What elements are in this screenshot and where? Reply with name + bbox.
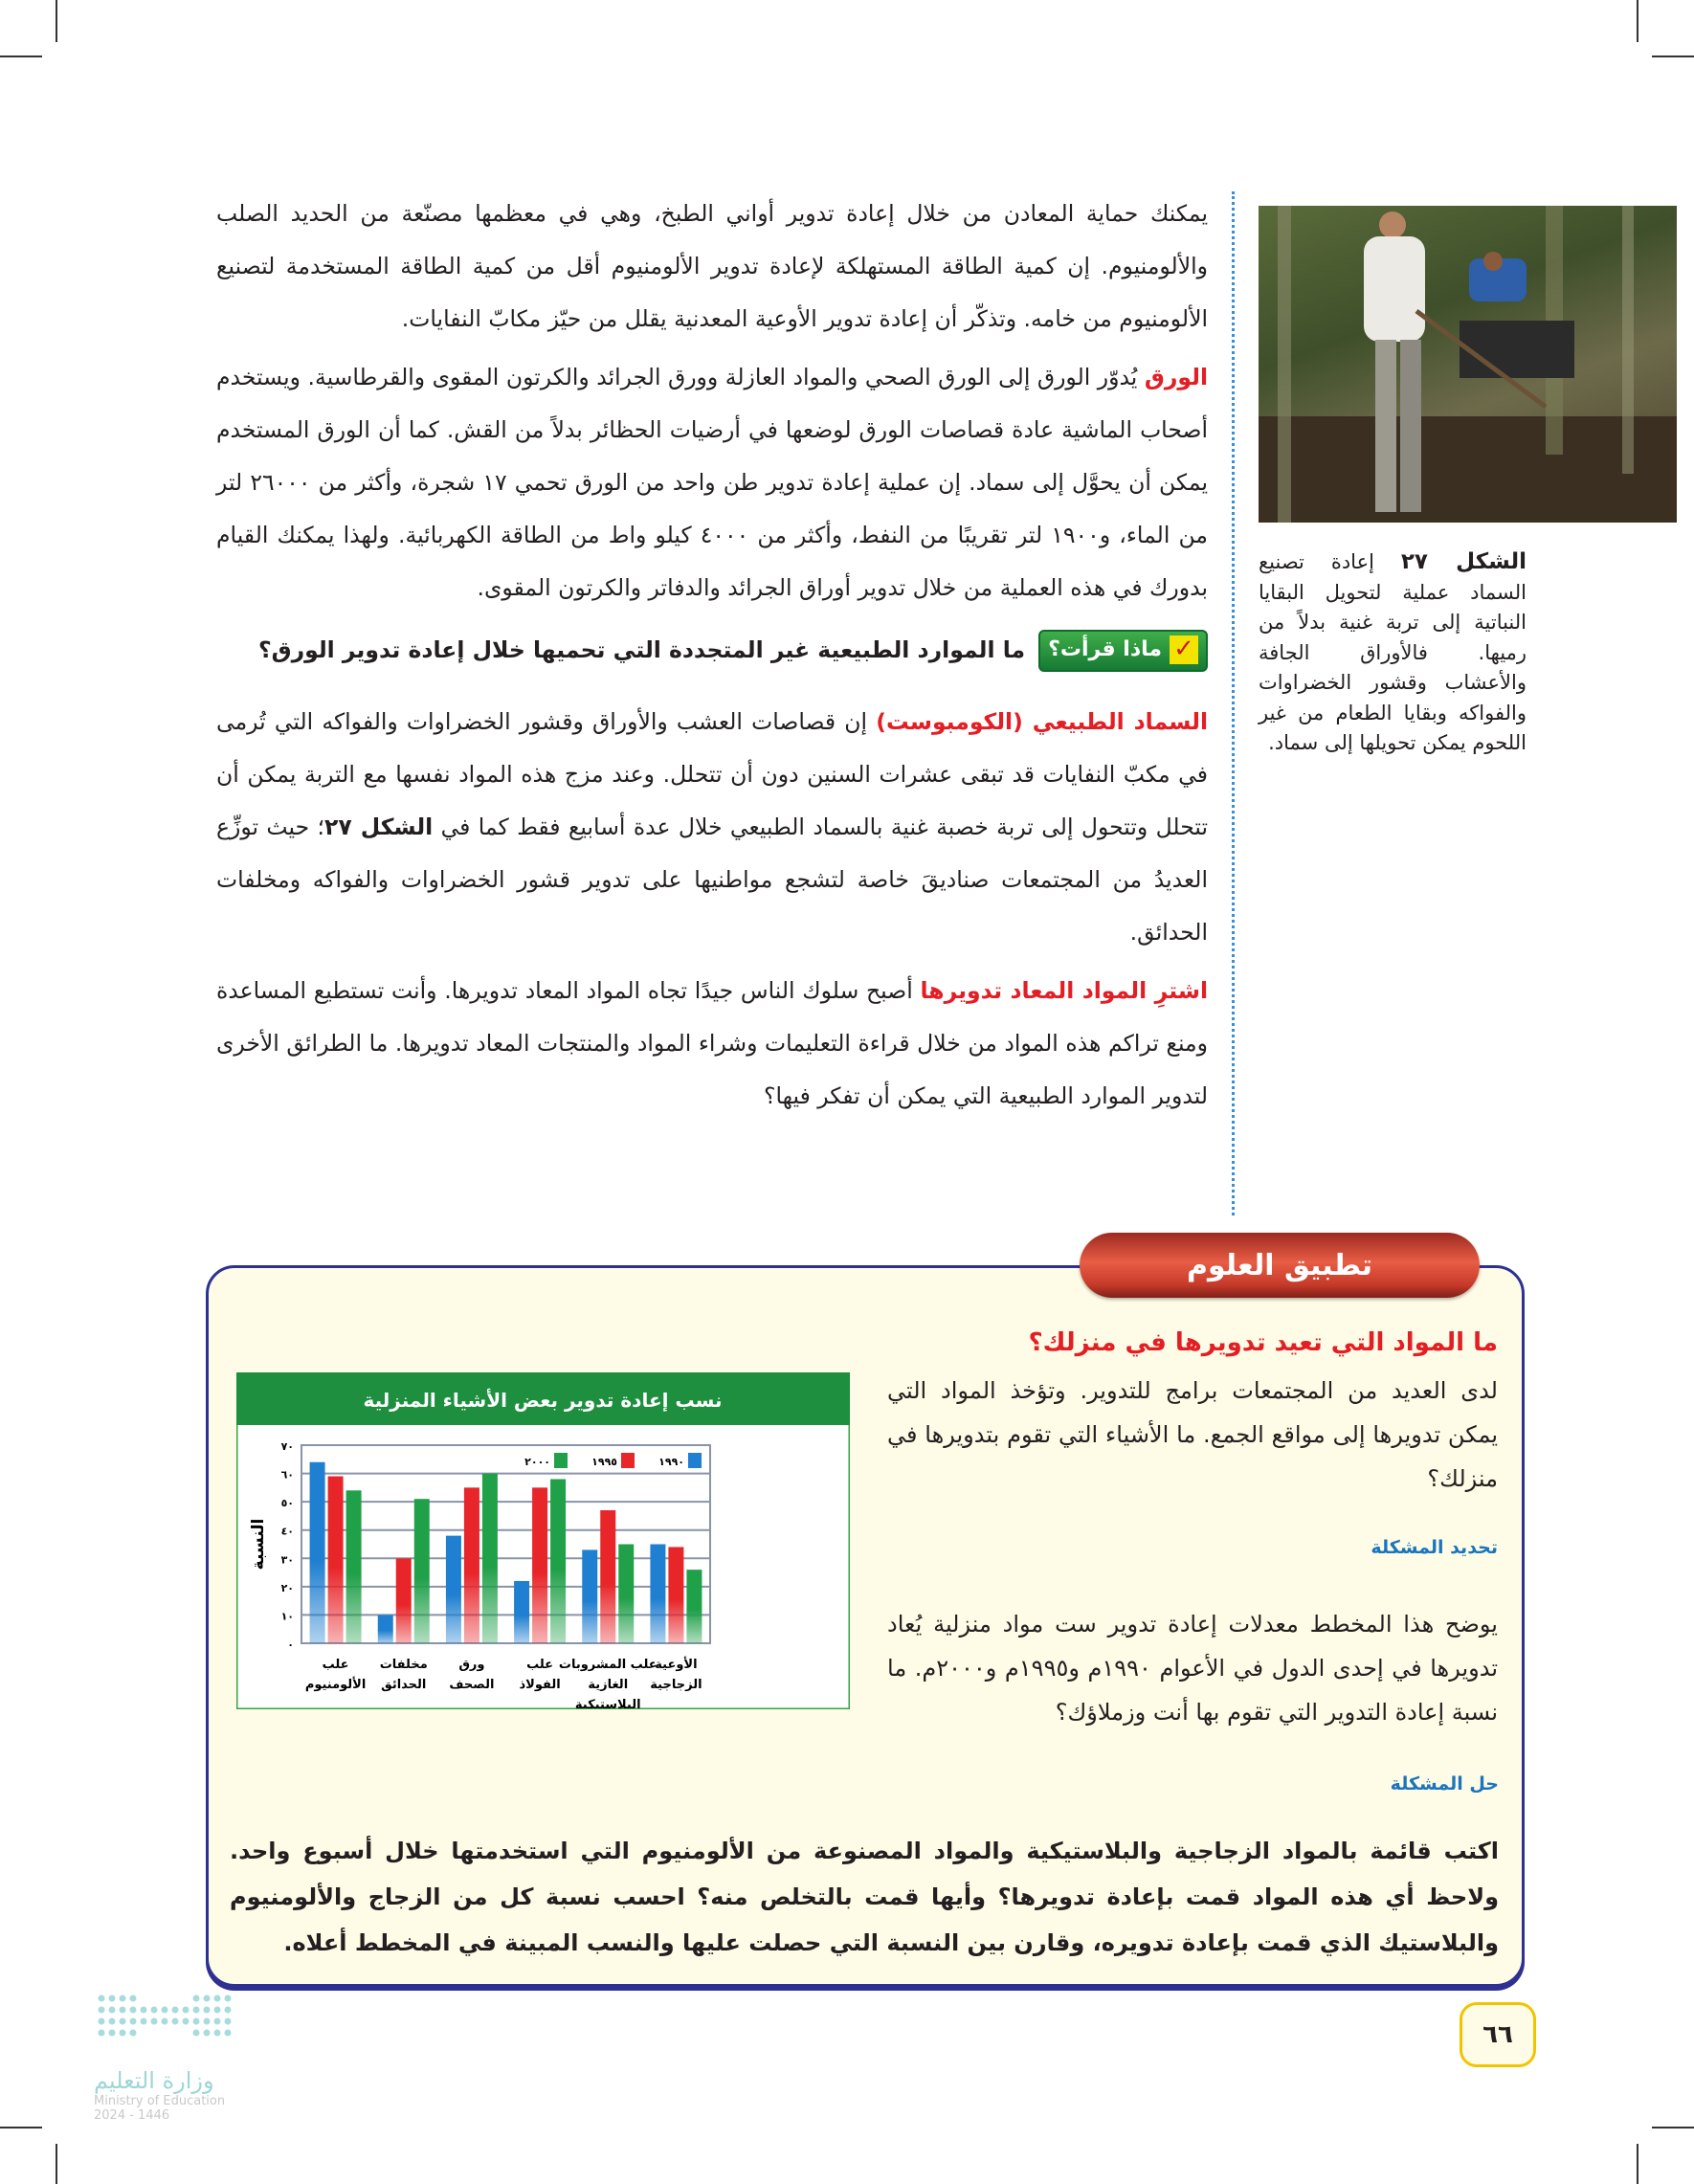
- identify-problem-label: تحديد المشكلة: [1371, 1537, 1498, 1558]
- logo-dot: [130, 2007, 137, 2014]
- logo-dot: [141, 2018, 147, 2025]
- logo-dot: [225, 1995, 232, 2002]
- bar-0-2: [446, 1536, 461, 1643]
- science-application-header: تطبيق العلوم: [1080, 1233, 1480, 1298]
- logo-dot: [204, 2007, 211, 2014]
- checkmark-icon: ✓: [1170, 635, 1198, 664]
- logo-dot: [214, 1995, 221, 2002]
- bar-0-4: [582, 1549, 597, 1643]
- ministry-logo-icon: [94, 1991, 247, 2048]
- identify-problem-text: يوضح هذا المخطط معدلات إعادة تدوير ست مواد منزلية يُعاد تدويرها في إحدى الدول في الأعوام ١٩٩٠م و١٩٩٥م و٢٠٠٠م. ما نسبة إعادة التدوير التي تقوم بها أنت وزملاؤك؟: [887, 1611, 1499, 1726]
- logo-dot: [193, 1995, 200, 2002]
- crop-mark: [1652, 2127, 1694, 2128]
- chart-title: نسب إعادة تدوير بعض الأشياء المنزلية: [363, 1389, 723, 1412]
- logo-dot: [204, 2018, 211, 2025]
- y-tick-label: ٢٠: [280, 1581, 294, 1594]
- bar-0-0: [310, 1462, 325, 1643]
- bar-2-0: [346, 1490, 362, 1643]
- figure-caption-text: إعادة تصنيع السماد عملية لتحويل البقايا النباتية إلى تربة غنية بدلاً من رميها. فالأوراق الجافة والأعشاب وقشور الخضراوات والفواكه وبقايا الطعام من غير اللحوم يمكن تحويلها إلى سماد.: [1259, 550, 1527, 754]
- crop-mark: [56, 2144, 57, 2184]
- logo-dot: [109, 2007, 116, 2014]
- paragraph-paper: [216, 351, 1208, 614]
- x-tick-label: الصحف: [449, 1678, 495, 1692]
- logo-dot: [99, 2007, 105, 2014]
- ministry-name-en: Ministry of Education: [94, 2094, 226, 2108]
- crop-mark: [0, 56, 42, 57]
- what-did-you-read-badge: [1038, 630, 1208, 672]
- legend-swatch: [554, 1453, 568, 1468]
- ministry-logo: [94, 1991, 256, 2123]
- logo-dot: [162, 2007, 168, 2014]
- paragraph-buy-recycled: [216, 965, 1208, 1123]
- ministry-name-ar: وزارة التعليم: [94, 2067, 214, 2094]
- logo-dot: [183, 2007, 189, 2014]
- legend-label: ١٩٩٥: [591, 1456, 617, 1468]
- logo-dot: [193, 2030, 200, 2037]
- solve-problem-text: اكتب قائمة بالمواد الزجاجية والبلاستيكية والمواد المصنوعة من الألومنيوم التي استخدمتها خلال أسبوع واحد. ولاحظ أي هذه المواد قمت بإعادة تدويرها؟ وأيها قمت بالتخلص منه؟ احسب نسبة كل من الزجاج والألومنيوم والبلاستيك الذي قمت بإعادة تدويره، وقارن بين النسبة التي حصلت عليها والنسب المبينة في المخطط أعلاه.: [230, 1838, 1499, 1956]
- figure-reference: الشكل ٢٧: [323, 813, 434, 840]
- bar-2-5: [686, 1570, 702, 1643]
- logo-dot: [193, 2018, 200, 2025]
- y-tick-label: ٧٠: [280, 1440, 294, 1453]
- paragraph-buy-recycled-text: أصبح سلوك الناس جيدًا تجاه المواد المعاد تدويرها. وأنت تستطيع المساعدة ومنع تراكم هذه المواد من خلال قراءة التعليمات وشراء المواد والمنتجات المعاد تدويرها. ما الطرائق الأخرى لتدوير الموارد الطبيعية التي يمكن أن تفكر فيها؟: [216, 977, 1208, 1109]
- logo-dot: [99, 1995, 105, 2002]
- box-question: ما المواد التي تعيد تدويرها في منزلك؟: [1028, 1328, 1498, 1357]
- what-did-you-read: [216, 624, 1208, 677]
- legend-swatch: [688, 1453, 702, 1468]
- x-tick-label: الزجاجية: [650, 1678, 702, 1692]
- logo-dot: [130, 2030, 137, 2037]
- crop-mark: [56, 0, 57, 42]
- logo-dot: [204, 2030, 211, 2037]
- bar-0-3: [514, 1581, 529, 1643]
- logo-dot: [120, 2030, 126, 2037]
- paragraph-metals: يمكنك حماية المعادن من خلال إعادة تدوير أواني الطبخ، وهي في معظمها مصنّعة من الحديد الصلب والألومنيوم. إن كمية الطاقة المستهلكة لإعادة تدوير الألومنيوم أقل من كمية الطاقة المستخدمة لتصنيع الألومنيوم من خامه. وتذكّر أن إعادة تدوير الأوعية المعدنية يقلل من حيّز مكابّ النفايات.: [216, 200, 1208, 332]
- solve-problem-label: حل المشكلة: [1390, 1773, 1499, 1794]
- y-tick-label: ٥٠: [280, 1497, 294, 1510]
- logo-dot: [172, 2007, 179, 2014]
- y-tick-label: ١٠: [280, 1610, 294, 1623]
- logo-dot: [214, 2030, 221, 2037]
- crop-mark: [1637, 0, 1638, 42]
- crop-mark: [1652, 56, 1694, 57]
- box-intro: لدى العديد من المجتمعات برامج للتدوير. وتؤخذ المواد التي يمكن تدويرها إلى مواقع الجمع. ما الأشياء التي تقوم بتدويرها في منزلك؟: [887, 1377, 1498, 1492]
- logo-dot: [130, 2018, 137, 2025]
- logo-dot: [109, 2018, 116, 2025]
- logo-dot: [130, 1995, 137, 2002]
- logo-dot: [109, 2030, 116, 2037]
- x-tick-label: مخلفات: [379, 1658, 428, 1672]
- logo-dot: [162, 2018, 168, 2025]
- x-tick-label: الفولاذ: [519, 1678, 561, 1692]
- plot-area: [301, 1445, 710, 1643]
- bar-0-1: [378, 1615, 393, 1643]
- bar-1-5: [668, 1547, 683, 1643]
- crop-mark: [0, 2127, 42, 2128]
- logo-dot: [120, 2007, 126, 2014]
- column-divider: [1232, 191, 1235, 1215]
- logo-dot: [151, 2007, 158, 2014]
- logo-dot: [214, 2018, 221, 2025]
- page-number: ٦٦: [1460, 2002, 1536, 2067]
- y-tick-label: ٣٠: [280, 1553, 294, 1567]
- bar-2-3: [550, 1479, 566, 1643]
- main-text: [216, 188, 1208, 1128]
- x-tick-label: ورق: [458, 1658, 485, 1672]
- logo-dot: [151, 2018, 158, 2025]
- x-tick-label: علب المشروبات: [558, 1658, 658, 1672]
- science-application-text: [887, 1321, 1498, 1734]
- bar-1-3: [532, 1487, 547, 1643]
- y-tick-label: ٦٠: [280, 1468, 294, 1482]
- logo-dot: [183, 2018, 189, 2025]
- bar-1-1: [396, 1558, 412, 1643]
- logo-dot: [172, 2018, 179, 2025]
- logo-dot: [225, 2007, 232, 2014]
- paragraph-paper-text: يُدوّر الورق إلى الورق الصحي والمواد العازلة وورق الجرائد والكرتون المقوى والقرطاسية. ويستخدم أصحاب الماشية عادة قصاصات الورق لوضعها في أرضيات الحظائر بدلاً من القش. كما أن الورق المستخدم يمكن أن يحوَّل إلى سماد. إن عملية إعادة تدوير طن واحد من الورق تحمي ١٧ شجرة، وأكثر من ٢٦٠٠٠ لتر من الماء، و١٩٠٠ لتر تقريبًا من النفط، وأكثر من ٤٠٠٠ كيلو واط من الطاقة الكهربائية. ولهذا يمكنك القيام بدورك في هذه العملية من خلال تدوير أوراق الجرائد والدفاتر والكرتون المقوى.: [216, 364, 1208, 601]
- logo-dot: [204, 1995, 211, 2002]
- x-tick-label: علب: [322, 1658, 349, 1672]
- bar-1-4: [600, 1510, 615, 1643]
- x-tick-label: علب: [526, 1658, 554, 1672]
- bar-2-2: [482, 1474, 498, 1643]
- paragraph-compost: [216, 696, 1208, 959]
- bar-0-5: [650, 1545, 665, 1644]
- logo-dot: [193, 2007, 200, 2014]
- logo-dot: [120, 1995, 126, 2002]
- y-tick-label: ٠: [287, 1638, 294, 1651]
- logo-dot: [120, 2018, 126, 2025]
- y-axis-label: النسبة: [249, 1518, 268, 1571]
- legend-swatch: [621, 1453, 635, 1468]
- heading-compost: السماد الطبيعي (الكومبوست): [876, 708, 1209, 735]
- logo-dot: [225, 2030, 232, 2037]
- x-tick-label: البلاستيكية: [574, 1698, 641, 1709]
- x-tick-label: الأوعية: [655, 1658, 698, 1672]
- what-did-you-read-question: ما الموارد الطبيعية غير المتجددة التي تحميها خلال إعادة تدوير الورق؟: [257, 636, 1026, 663]
- paragraph-compost-tail: ؛ حيث توزِّع العديدُ من المجتمعات صناديقَ خاصة لتشجع مواطنيها على تدوير قشور الخضراوات والفواكه ومخلفات الحدائق.: [216, 813, 1208, 946]
- logo-dot: [225, 2018, 232, 2025]
- logo-dot: [214, 2007, 221, 2014]
- logo-dot: [141, 2007, 147, 2014]
- solve-problem: [230, 1761, 1499, 1966]
- heading-paper: الورق: [1144, 364, 1208, 390]
- logo-dot: [99, 2030, 105, 2037]
- bar-1-0: [328, 1477, 344, 1643]
- logo-dot: [99, 2018, 105, 2025]
- bar-1-2: [464, 1487, 479, 1643]
- figure-label: الشكل ٢٧: [1400, 549, 1527, 574]
- x-tick-label: الحدائق: [381, 1678, 427, 1692]
- crop-mark: [1637, 2144, 1638, 2184]
- x-tick-label: الألومنيوم: [304, 1678, 367, 1692]
- compost-photo: [1259, 206, 1677, 523]
- logo-dot: [109, 1995, 116, 2002]
- bar-2-4: [618, 1545, 634, 1644]
- x-tick-label: الغازية: [588, 1678, 629, 1692]
- y-tick-label: ٤٠: [280, 1525, 294, 1538]
- bar-2-1: [414, 1499, 430, 1643]
- paragraph-compost-text: إن قصاصات العشب والأوراق وقشور الخضراوات والفواكه التي تُرمى في مكبّ النفايات قد تبقى عشرات السنين دون أن تتحلل. وعند مزج هذه المواد نفسها مع التربة يمكن أن تتحلل وتتحول إلى تربة خصبة غنية بالسماد الطبيعي خلال عدة أسابيع فقط كما في: [216, 708, 1208, 840]
- heading-buy-recycled: اشترِ المواد المعاد تدويرها: [920, 977, 1208, 1004]
- legend-label: ٢٠٠٠: [524, 1456, 550, 1468]
- recycling-chart: [236, 1372, 850, 1709]
- edition-year: 2024 - 1446: [94, 2108, 170, 2123]
- figure-caption: [1259, 547, 1527, 759]
- what-did-you-read-label: ماذا قرأت؟: [1048, 637, 1162, 661]
- legend-label: ١٩٩٠: [658, 1456, 684, 1468]
